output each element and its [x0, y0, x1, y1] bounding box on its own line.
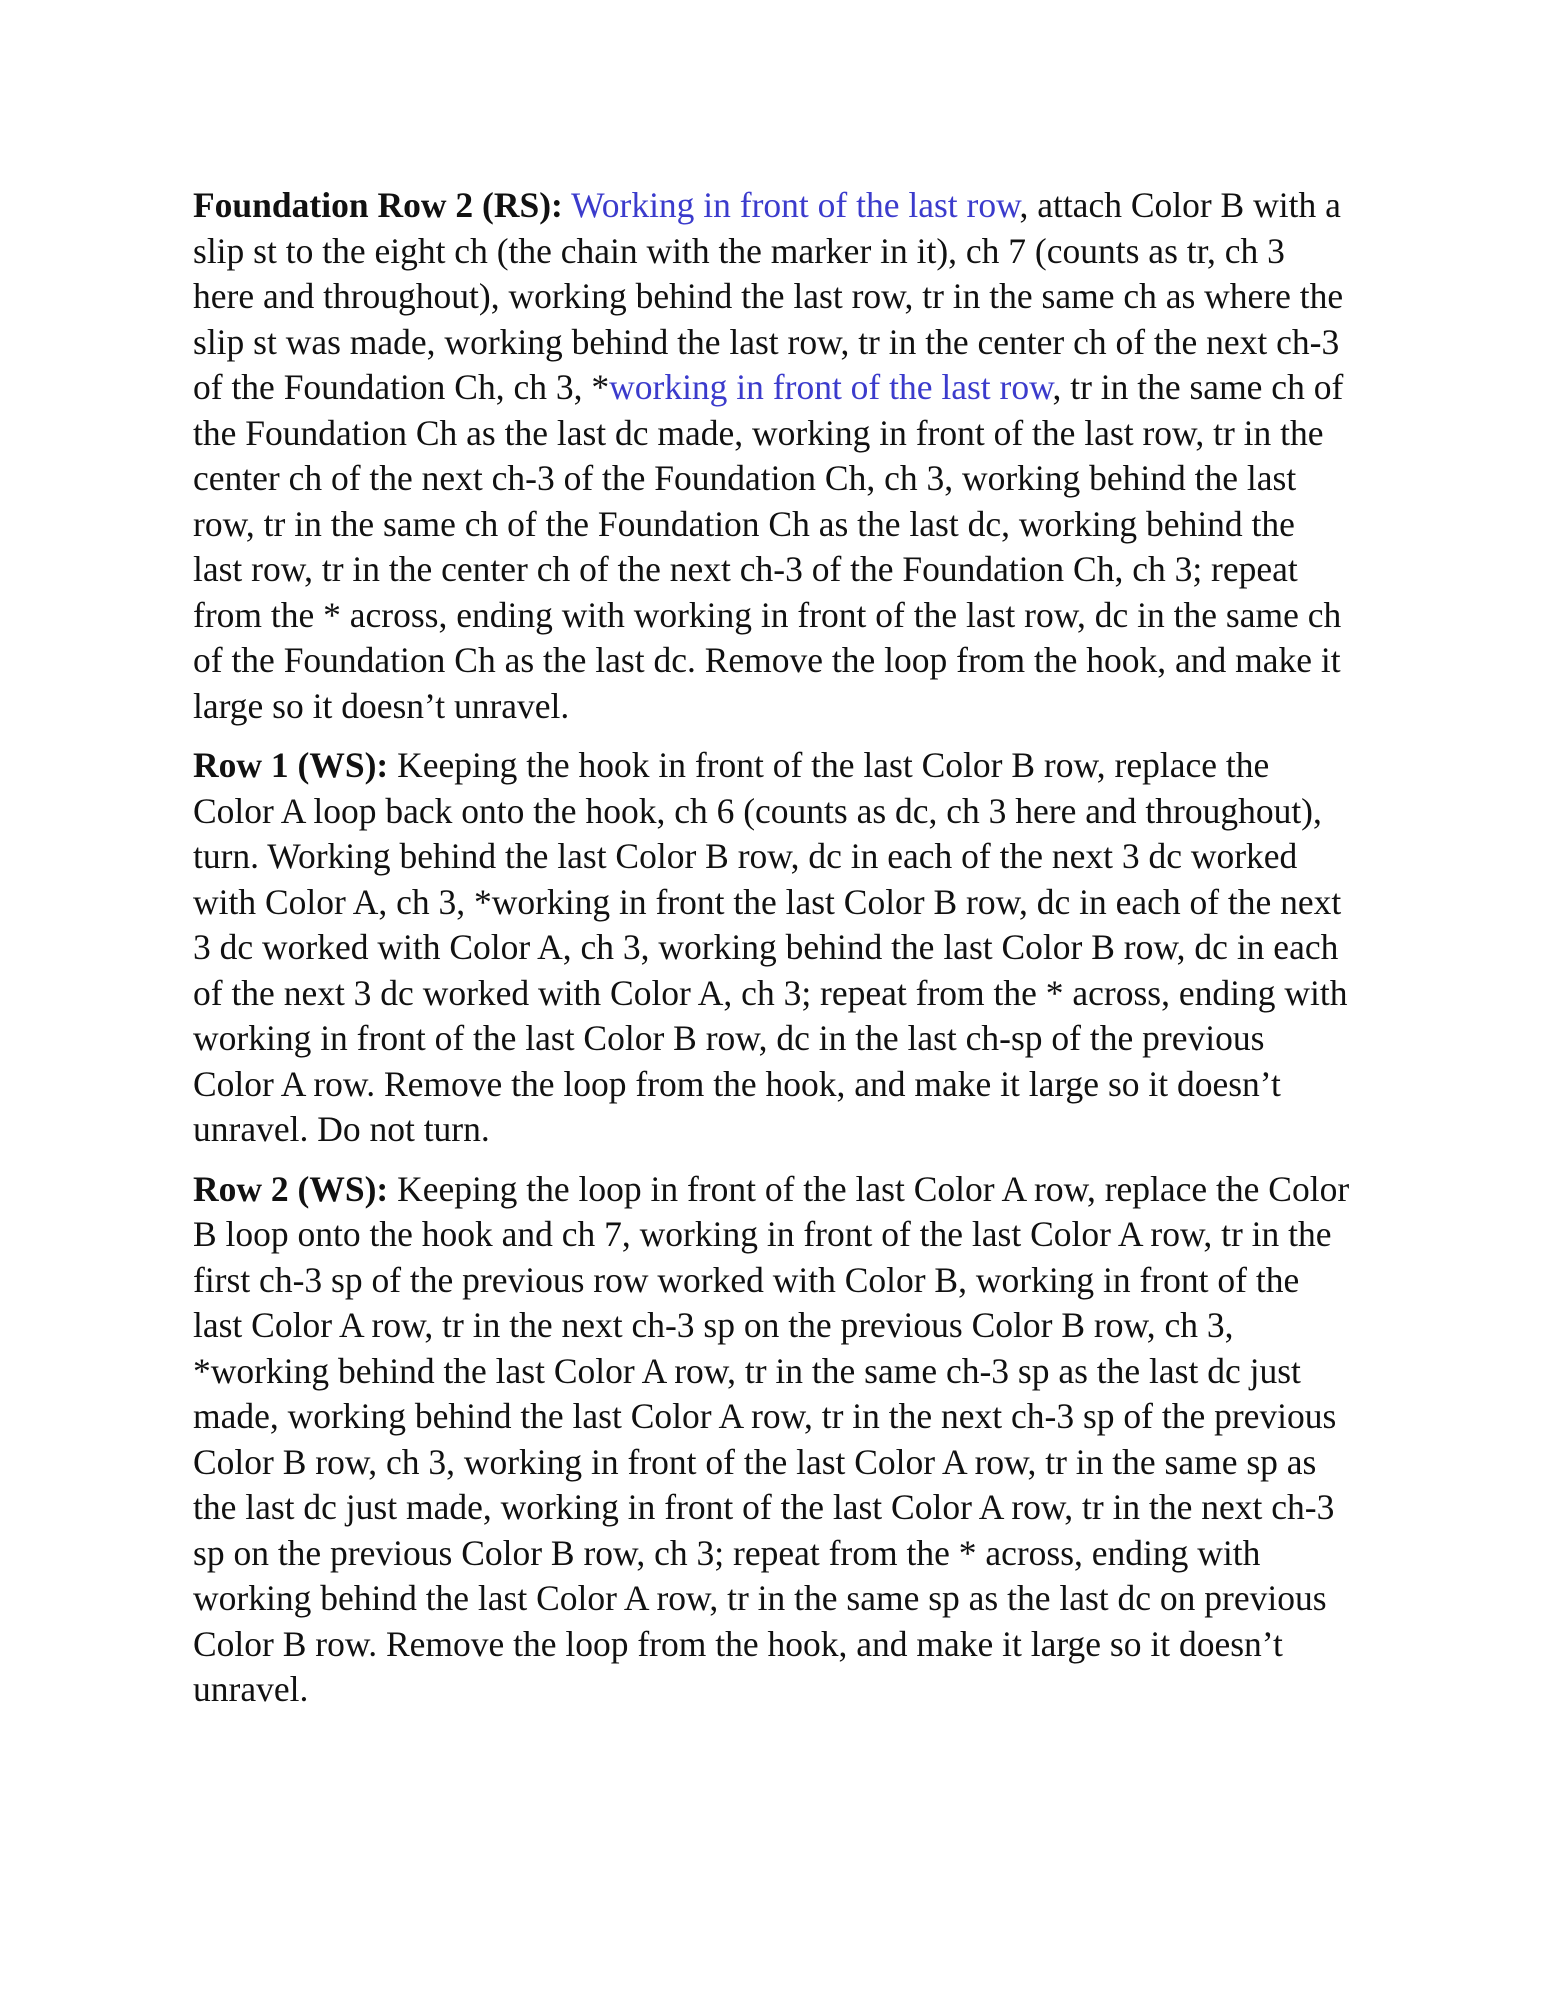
highlighted-text: Working in front of the last row: [571, 185, 1020, 225]
paragraph-row-2: [193, 1167, 1353, 1713]
text-segment: , tr in the same ch of the Foundation Ch as the last dc made, working in front of the last row, tr in the center ch of the next ch-3 of the Foundation Ch, ch 3, working behind the last row, tr in the same ch of the Foundation Ch as the last dc, working behind the last row, tr in the center ch of the next ch-3 of the Foundation Ch, ch 3; repeat from the * across, ending with working in front of the last row, dc in the same ch of the Foundation Ch as the last dc. Remove the loop from the hook, and make it large so it doesn’t unravel.: [193, 367, 1344, 726]
paragraph-foundation-row-2: [193, 183, 1353, 729]
paragraph-row-1: [193, 743, 1353, 1153]
text-segment: Keeping the loop in front of the last Color A row, replace the Color B loop onto the hook and ch 7, working in front of the last Color A row, tr in the first ch-3 sp of the previous row worked with Color B, working in front of the last Color A row, tr in the next ch-3 sp on the previous Color B row, ch 3, *working behind the last Color A row, tr in the same ch-3 sp as the last dc just made, working behind the last Color A row, tr in the next ch-3 sp of the previous Color B row, ch 3, working in front of the last Color A row, tr in the same sp as the last dc just made, working in front of the last Color A row, tr in the next ch-3 sp on the previous Color B row, ch 3; repeat from the * across, ending with working behind the last Color A row, tr in the same sp as the last dc on previous Color B row. Remove the loop from the hook, and make it large so it doesn’t unravel.: [193, 1168, 1350, 1709]
highlighted-text: working in front of the last row: [609, 367, 1053, 407]
paragraph-label: Row 1 (WS):: [193, 745, 389, 785]
text-segment: , attach Color B with a slip st to the eight ch (the chain with the marker in it), ch 7 (counts as tr, ch 3 here and throughout), working behind the last row, tr in the same ch as where the slip st was made, working behind the last row, tr in the center ch of the next ch-3 of the Foundation Ch, ch 3, *: [193, 185, 1344, 407]
paragraph-label: Foundation Row 2 (RS):: [193, 185, 563, 225]
paragraph-label: Row 2 (WS):: [193, 1168, 389, 1209]
document-body: [193, 183, 1353, 1727]
text-segment: [563, 185, 571, 225]
text-segment: Keeping the hook in front of the last Color B row, replace the Color A loop back onto the hook, ch 6 (counts as dc, ch 3 here and throughout), turn. Working behind the last Color B row, dc in each of the next 3 dc worked with Color A, ch 3, *working in front the last Color B row, dc in each of the next 3 dc worked with Color A, ch 3, working behind the last Color B row, dc in each of the next 3 dc worked with Color A, ch 3; repeat from the * across, ending with working in front of the last Color B row, dc in the last ch-sp of the previous Color A row. Remove the loop from the hook, and make it large so it doesn’t unravel. Do not turn.: [193, 745, 1348, 1149]
